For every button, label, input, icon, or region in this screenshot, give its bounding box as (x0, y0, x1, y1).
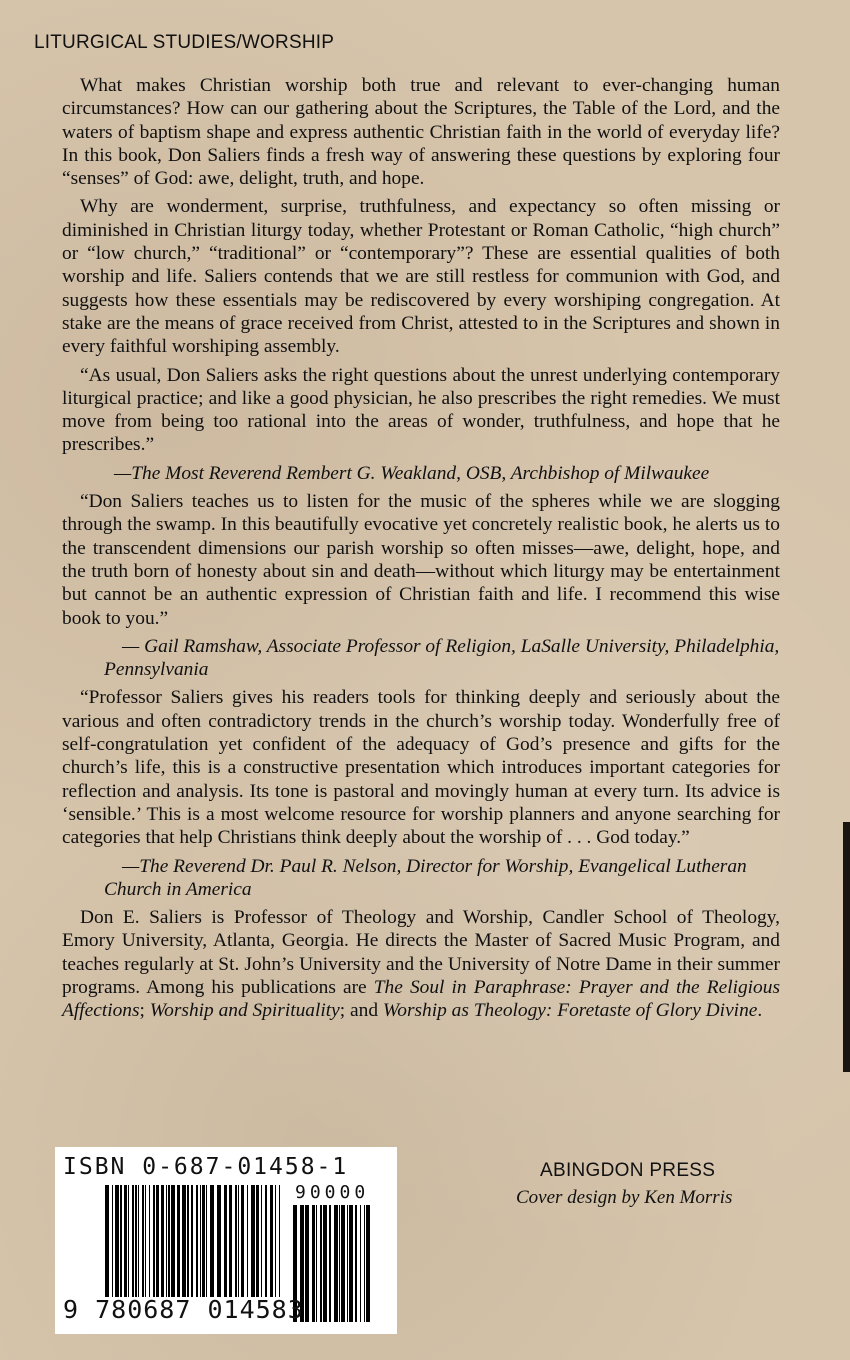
barcode-bar (206, 1185, 207, 1297)
question-paragraph: Why are wonderment, surprise, truthfulness, and expectancy so often missing or diminished in Christian liturgy today, whether Protestant or Roman Catholic, “high church” or “low church,” “traditional” or “contemporary”? These are essential qualities of both worship and life. Saliers contends that we are still restless for communion with God, and suggests how these essentials may be rediscovered by every worshiping congregation. At stake are the means of grace received from Christ, attested to in the Scriptures and shown in every faithful worshiping assembly. (62, 196, 780, 358)
author-bio (62, 906, 780, 1022)
barcode-bar (105, 1185, 109, 1297)
barcode-bar (200, 1185, 201, 1297)
barcode-bar (168, 1185, 170, 1297)
barcode-bar (329, 1205, 331, 1322)
barcode-bar (132, 1185, 134, 1297)
barcode-panel (55, 1147, 397, 1334)
endorsement-quote: “Don Saliers teaches us to listen for the music of the spheres while we are slogging through the swamp. In this beautifully evocative yet concretely realistic book, he alerts us to the transcendent dimensions our parish worship so often misses—awe, delight, hope, and the truth born of honesty about sin and death—without which liturgy may be entertainment but cannot be an authentic expression of Christian faith and life. I recommend this wise book to you.” (62, 491, 780, 629)
barcode-bar (166, 1185, 167, 1297)
barcode-bar (135, 1185, 137, 1297)
barcode-bar (261, 1185, 262, 1297)
barcode-bar (156, 1185, 159, 1297)
barcode-bar (241, 1185, 244, 1297)
barcode-bar (224, 1185, 227, 1297)
barcode-bar (316, 1205, 317, 1322)
barcode-bar (247, 1185, 248, 1297)
barcode-bar (217, 1185, 221, 1297)
barcode-bar (120, 1185, 122, 1297)
barcode-bar (171, 1185, 175, 1297)
barcode-bar (360, 1205, 361, 1322)
barcode-bar (339, 1205, 340, 1322)
barcode-bar (229, 1185, 232, 1297)
barcode-bar (275, 1185, 276, 1297)
spine-edge (843, 822, 850, 1072)
barcode-bar (305, 1205, 309, 1322)
category-label: LITURGICAL STUDIES/WORSHIP (34, 32, 335, 53)
price-addon-barcode (293, 1205, 370, 1322)
barcode-bar (202, 1185, 205, 1297)
isbn-number: ISBN 0-687-01458-1 (63, 1154, 349, 1180)
barcode-bar (320, 1205, 322, 1322)
ean-digits: 9 780687 014583 (63, 1295, 304, 1324)
barcode-bar (182, 1185, 186, 1297)
barcode-bar (138, 1185, 139, 1297)
ean-barcode (105, 1185, 280, 1297)
barcode-bar (177, 1185, 180, 1297)
barcode-bar (279, 1185, 280, 1297)
author-bio-text: Don E. Saliers is Professor of Theology and Worship, Candler School of Theology, Emory University, Atlanta, Georgia. He directs the Master of Sacred Music Program, and teaches regularly at St. John’s University and the University of Notre Dame in their summer programs. Among his publications are (62, 907, 780, 998)
barcode-bar (334, 1205, 338, 1322)
barcode-bar (347, 1205, 348, 1322)
endorsement-quote: “Professor Saliers gives his readers tools for thinking deeply and seriously about the various and often contradictory trends in the church’s worship today. Wonderfully free of self-congratulation yet confident of the adequacy of God’s presence and gifts for the church’s life, this is a constructive presentation which introduces important categories for reflection and analysis. Its tone is pastoral and movingly human at every turn. Its advice is ‘sensible.’ This is a most welcome resource for worship planners and anyone searching for categories that help Christians think deeply about the worship of . . . God today.” (62, 687, 780, 849)
barcode-bar (210, 1185, 214, 1297)
barcode-bar (235, 1185, 237, 1297)
cover-credit: Cover design by Ken Morris (516, 1187, 733, 1208)
separator: . (757, 1000, 763, 1022)
barcode-bar (149, 1185, 150, 1297)
endorsement-attribution: — Gail Ramshaw, Associate Professor of Religion, LaSalle University, Philadelphia, Pennsylvania (104, 635, 780, 681)
barcode-bar (128, 1185, 129, 1297)
separator: ; and (339, 1000, 383, 1022)
barcode-bar (115, 1185, 119, 1297)
book-title: Worship as Theology: Foretaste of Glory Divine (382, 1000, 758, 1022)
barcode-bar (355, 1205, 357, 1322)
barcode-bar (312, 1205, 315, 1322)
barcode-bar (191, 1185, 193, 1297)
intro-paragraph: What makes Christian worship both true and relevant to ever-changing human circumstances? How can our gathering about the Scriptures, the Table of the Lord, and the waters of baptism shape and express authentic Christian faith in the world of everyday life? In this book, Don Saliers finds a fresh way of answering these questions by exploring four “senses” of God: awe, delight, truth, and hope. (62, 75, 780, 190)
barcode-bar (124, 1185, 127, 1297)
endorsement-attribution: —The Most Reverend Rembert G. Weakland, OSB, Archbishop of Milwaukee (114, 462, 710, 484)
barcode-bar (153, 1185, 155, 1297)
barcode-bar (323, 1205, 327, 1322)
barcode-bar (187, 1185, 189, 1297)
barcode-bar (265, 1185, 267, 1297)
barcode-bar (251, 1185, 255, 1297)
endorsement-attribution: —The Reverend Dr. Paul R. Nelson, Director for Worship, Evangelical Lutheran Church in America (104, 855, 747, 900)
publisher-name: ABINGDON PRESS (540, 1160, 716, 1181)
barcode-bar (349, 1205, 353, 1322)
book-title: The Soul in Paraphrase: Prayer and the Religious Affections (62, 976, 780, 1022)
barcode-bar (270, 1185, 273, 1297)
barcode-bar (142, 1185, 144, 1297)
barcode-bar (256, 1185, 259, 1297)
barcode-bar (238, 1185, 239, 1297)
barcode-bar (196, 1185, 198, 1297)
book-title: Worship and Spirituality (149, 1000, 340, 1022)
price-code: 90000 (295, 1182, 370, 1203)
barcode-bar (112, 1185, 113, 1297)
barcode-bar (341, 1205, 345, 1322)
barcode-bar (145, 1185, 146, 1297)
separator: ; (139, 1000, 150, 1022)
barcode-bar (364, 1205, 365, 1322)
endorsement-quote: “As usual, Don Saliers asks the right questions about the unrest underlying contemporary liturgical practice; and like a good physician, he also prescribes the right remedies. We must move from being too rational into the areas of wonder, truthfulness, and hope that he prescribes.” (62, 364, 780, 456)
back-cover-copy (62, 74, 780, 1028)
barcode-bar (161, 1185, 164, 1297)
barcode-bar (366, 1205, 370, 1322)
